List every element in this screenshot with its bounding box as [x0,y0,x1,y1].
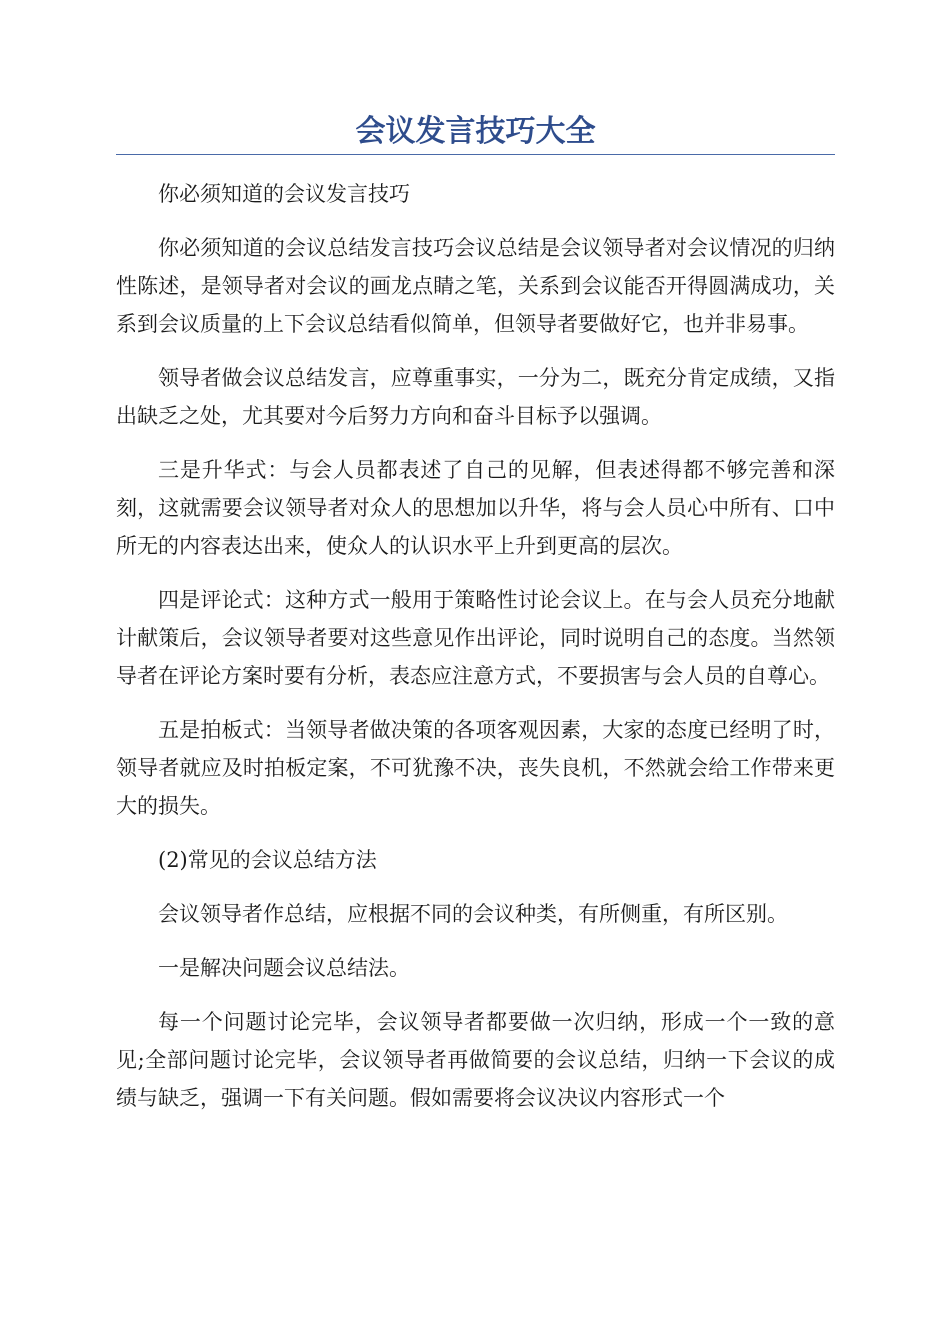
paragraph: (2)常见的会议总结方法 [158,848,377,872]
paragraph: 会议领导者作总结，应根据不同的会议种类，有所侧重，有所区别。 [158,902,788,926]
paragraph: 你必须知道的会议发言技巧 [158,182,410,206]
paragraph: 你必须知道的会议总结发言技巧会议总结是会议领导者对会议情况的归纳性陈述，是领导者对会议的画龙点睛之笔，关系到会议能否开得圆满成功，关系到会议质量的上下会议总结看似简单，但领导者要做好它，也并非易事。 [116,236,835,336]
document-body [116,175,835,1133]
paragraph: 四是评论式：这种方式一般用于策略性讨论会议上。在与会人员充分地献计献策后，会议领导者要对这些意见作出评论，同时说明自己的态度。当然领导者在评论方案时要有分析，表态应注意方式，不要损害与会人员的自尊心。 [116,588,835,688]
paragraph: 一是解决问题会议总结法。 [158,956,410,980]
title-underline [116,154,835,155]
paragraph: 三是升华式：与会人员都表述了自己的见解，但表述得都不够完善和深刻，这就需要会议领导者对众人的思想加以升华，将与会人员心中所有、口中所无的内容表达出来，使众人的认识水平上升到更高的层次。 [116,458,835,558]
paragraph: 每一个问题讨论完毕，会议领导者都要做一次归纳，形成一个一致的意见;全部问题讨论完毕，会议领导者再做简要的会议总结，归纳一下会议的成绩与缺乏，强调一下有关问题。假如需要将会议决议内容形式一个 [116,1010,835,1110]
paragraph: 领导者做会议总结发言，应尊重事实，一分为二，既充分肯定成绩，又指出缺乏之处，尤其要对今后努力方向和奋斗目标予以强调。 [116,366,835,428]
document-title: 会议发言技巧大全 [355,114,596,149]
paragraph: 五是拍板式：当领导者做决策的各项客观因素，大家的态度已经明了时，领导者就应及时拍板定案，不可犹豫不决，丧失良机，不然就会给工作带来更大的损失。 [116,718,835,818]
